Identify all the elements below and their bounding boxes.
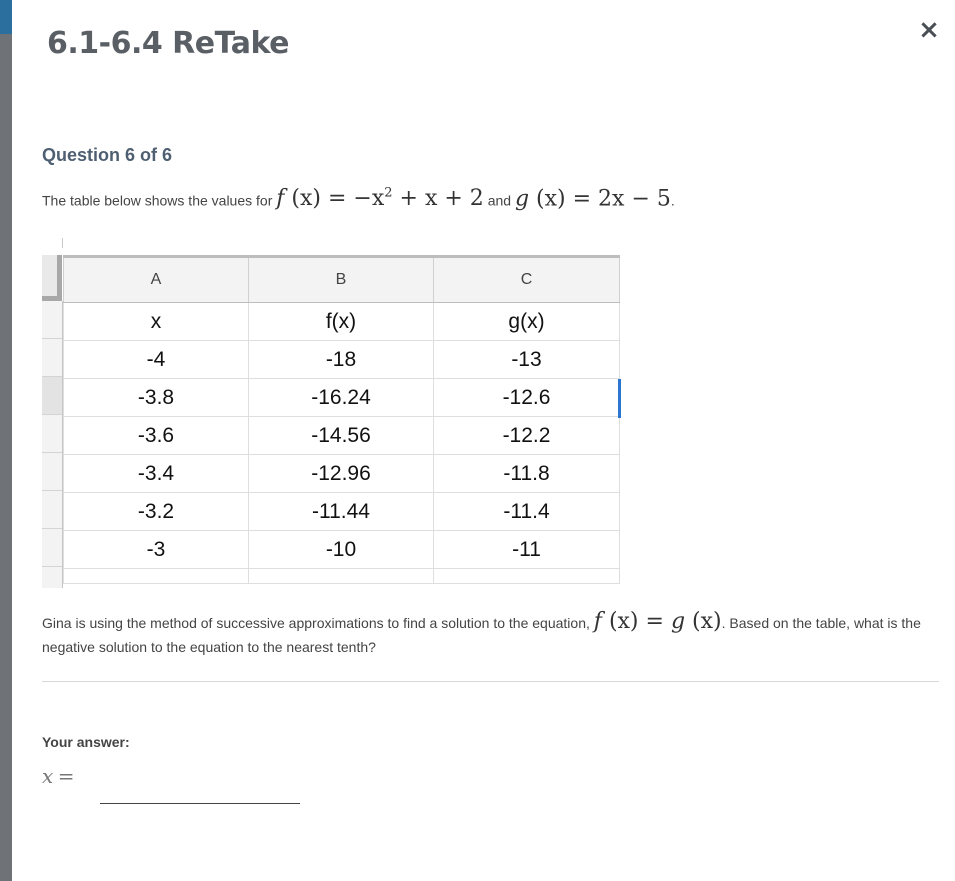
sheet-corner <box>42 255 62 301</box>
row-header <box>42 339 62 377</box>
table-cell: f(x) <box>249 303 434 341</box>
prompt-text: The table below shows the values for <box>42 192 273 209</box>
eq-rhs: g <box>670 609 686 634</box>
row-header-column <box>42 301 63 588</box>
quiz-modal <box>12 0 955 881</box>
table-cell: -10 <box>249 531 434 569</box>
answer-equals: = <box>57 764 75 788</box>
eq-rhs-arg: (x) <box>692 609 722 634</box>
question-body-text-end: . Based on the table, what is the negative solution to the equation to the nearest tenth? <box>42 615 921 655</box>
close-icon[interactable]: × <box>918 15 940 45</box>
table-row <box>64 493 620 531</box>
table-row <box>64 455 620 493</box>
row-header <box>42 453 62 491</box>
table-row <box>64 379 620 417</box>
row-header <box>42 529 62 567</box>
answer-input[interactable] <box>100 770 300 804</box>
values-table <box>63 255 620 584</box>
table-cell: -18 <box>249 341 434 379</box>
g-eq: = 2x − 5 <box>572 186 671 212</box>
f-definition <box>276 186 484 211</box>
f-name: f <box>276 186 285 212</box>
table-cell: -12.6 <box>434 379 620 417</box>
divider <box>42 681 939 682</box>
background-page-strip <box>0 0 12 881</box>
table-cell: x <box>64 303 249 341</box>
question-body-text: Gina is using the method of successive approximations to find a solution to the equation, <box>42 615 590 631</box>
table-cell: -16.24 <box>249 379 434 417</box>
answer-variable <box>42 764 75 788</box>
table-cell: -4 <box>64 341 249 379</box>
column-header-b: B <box>249 257 434 303</box>
eq-equals: = <box>645 609 664 634</box>
row-header <box>42 491 62 529</box>
table-cell: -3.6 <box>64 417 249 455</box>
column-header-a: A <box>64 257 249 303</box>
background-accent <box>0 0 12 34</box>
sheet-tick <box>62 238 63 248</box>
table-cell-empty <box>249 569 434 584</box>
and-text: and <box>487 192 512 209</box>
g-definition <box>515 186 671 211</box>
table-cell: -3.8 <box>64 379 249 417</box>
table-row-empty <box>64 569 620 584</box>
table-cell: -11.44 <box>249 493 434 531</box>
table-row <box>64 341 620 379</box>
table-cell: -3 <box>64 531 249 569</box>
g-name: g <box>514 186 530 212</box>
table-cell: -3.4 <box>64 455 249 493</box>
question-prompt <box>42 186 675 211</box>
eq-lhs: f <box>593 609 602 634</box>
table-cell: -12.2 <box>434 417 620 455</box>
table-cell: -11.8 <box>434 455 620 493</box>
cell-selection-marker <box>618 379 621 418</box>
table-cell: -11 <box>434 531 620 569</box>
f-eq: = −x <box>327 186 385 212</box>
row-header-selected <box>42 377 62 415</box>
f-arg: (x) <box>291 186 321 212</box>
table-row <box>64 417 620 455</box>
table-row <box>64 531 620 569</box>
question-body <box>42 610 942 659</box>
modal-title: 6.1-6.4 ReTake <box>47 26 289 61</box>
table-cell: -12.96 <box>249 455 434 493</box>
table-cell: -13 <box>434 341 620 379</box>
column-header-c: C <box>434 257 620 303</box>
g-arg: (x) <box>536 186 566 212</box>
answer-var-name: x <box>42 764 54 788</box>
table-cell-empty <box>434 569 620 584</box>
table-cell: -14.56 <box>249 417 434 455</box>
prompt-period: . <box>670 192 675 209</box>
table-row <box>64 303 620 341</box>
table-cell: g(x) <box>434 303 620 341</box>
f-exponent: 2 <box>384 186 393 201</box>
eq-lhs-arg: (x) <box>608 609 639 634</box>
table-cell: -3.2 <box>64 493 249 531</box>
table-cell-empty <box>64 569 249 584</box>
equation <box>594 609 722 634</box>
spreadsheet-image <box>42 255 620 588</box>
f-rest: + x + 2 <box>399 186 484 212</box>
question-number: Question 6 of 6 <box>42 145 173 165</box>
row-header <box>42 301 62 339</box>
column-header-row <box>64 257 620 303</box>
row-header <box>42 415 62 453</box>
answer-label: Your answer: <box>42 734 130 750</box>
table-cell: -11.4 <box>434 493 620 531</box>
